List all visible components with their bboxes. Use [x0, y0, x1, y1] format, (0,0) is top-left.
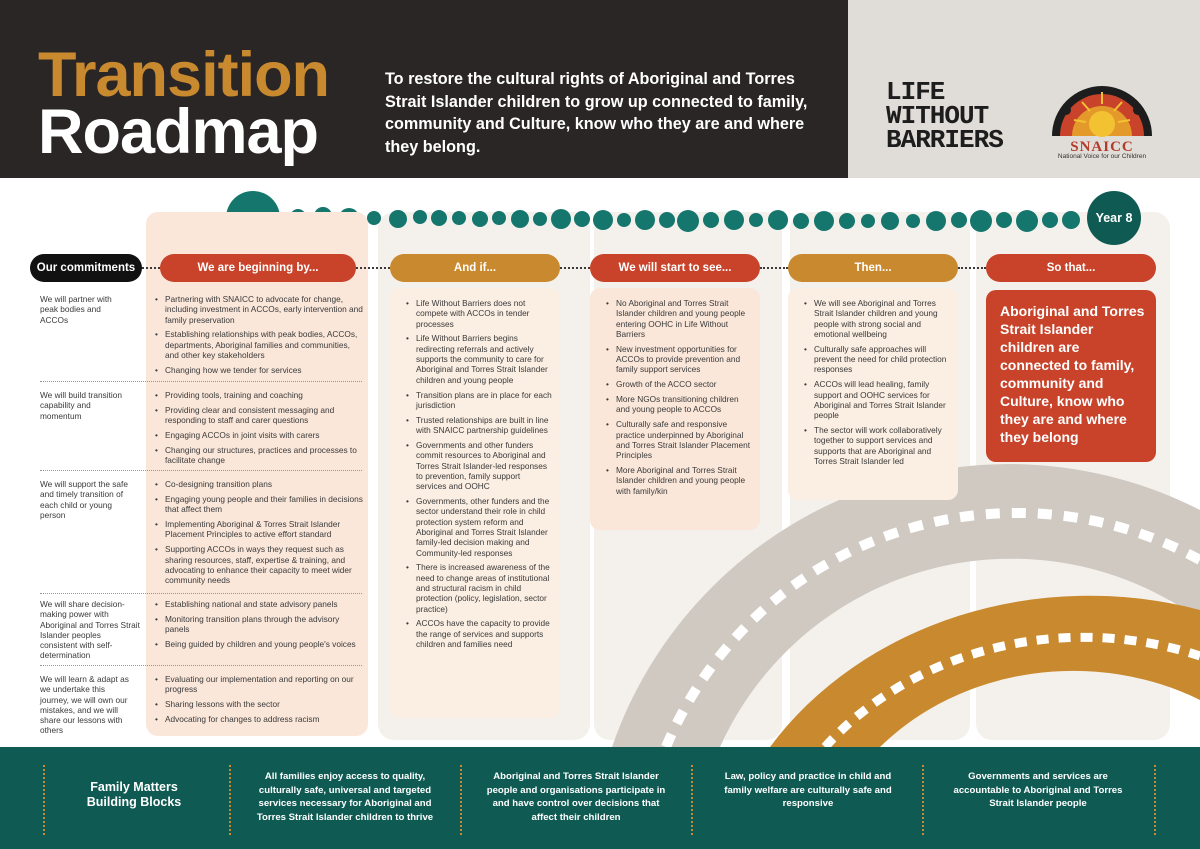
list-item: • Partnering with SNAICC to advocate for change, including investment in ACCOs, early intervention and family preservation	[155, 294, 365, 325]
sothat-header: So that...	[986, 254, 1156, 282]
beginning-column-panel	[146, 212, 368, 736]
list-item: • There is increased awareness of the need to change areas of institutional and structural racism in child protection (policy, legislation, sector practice)	[406, 562, 552, 613]
list-item: • Co-designing transition plans	[155, 479, 365, 489]
header-connector	[356, 267, 390, 269]
building-block-4: Governments and services are accountable to Aboriginal and Torres Strait Islander people	[953, 771, 1123, 809]
tagline: To restore the cultural rights of Aboriginal and Torres Strait Islander children to grow up connected to family, community and Culture, know who they are and where they belong.	[385, 70, 808, 156]
andif-list	[406, 298, 552, 649]
year-8-marker: Year 8	[1087, 191, 1141, 245]
header-connector	[760, 267, 788, 269]
life-without-barriers-logo	[886, 77, 1003, 155]
snaicc-subtitle: National Voice for our Children	[1057, 153, 1147, 160]
beginning-group-2	[155, 390, 365, 470]
list-item: • Changing our structures, practices and processes to facilitate change	[155, 445, 365, 466]
list-item: • Evaluating our implementation and reporting on our progress	[155, 674, 365, 695]
header-connector	[560, 267, 590, 269]
footer-divider	[43, 765, 45, 835]
building-block-3: Law, policy and practice in child and family welfare are culturally safe and responsive	[724, 771, 892, 809]
lwb-logo-line2: WITHOUT	[886, 101, 989, 131]
footer-divider	[229, 765, 231, 835]
snaicc-emblem-icon	[1046, 80, 1158, 140]
title-roadmap: Roadmap	[38, 97, 319, 167]
commitment-3: We will support the safe and timely transition of each child or young person	[40, 479, 128, 520]
list-item: • Advocating for changes to address racism	[155, 714, 365, 724]
list-item: • Trusted relationships are built in line with SNAICC partnership guidelines	[406, 415, 552, 436]
list-item: • ACCOs will lead healing, family support and OOHC services for Aboriginal and Torres Strait Islander people	[804, 379, 950, 420]
startsee-header: We will start to see...	[590, 254, 760, 282]
list-item: • Transition plans are in place for each jurisdiction	[406, 390, 552, 411]
startsee-list	[606, 298, 752, 496]
list-item: • New investment opportunities for ACCOs to provide prevention and family support services	[606, 344, 752, 375]
header-connector	[142, 267, 160, 269]
footer-divider	[922, 765, 924, 835]
footer-divider	[460, 765, 462, 835]
list-item: • Culturally safe and responsive practice underpinned by Aboriginal and Torres Strait Islander Placement Principles	[606, 419, 752, 460]
list-item: • Being guided by children and young people's voices	[155, 639, 365, 649]
list-item: • Changing how we tender for services	[155, 365, 365, 375]
list-item: • Monitoring transition plans through the advisory panels	[155, 614, 365, 635]
list-item: • ACCOs have the capacity to provide the range of services and supports children and families need	[406, 618, 552, 649]
commitment-5: We will learn & adapt as we undertake this journey, we will own our mistakes, and we will share our lessons with others	[40, 674, 129, 736]
list-item: • Sharing lessons with the sector	[155, 699, 365, 709]
beginning-group-5	[155, 674, 365, 729]
list-item: • Supporting ACCOs in ways they request such as sharing resources, staff, expertise & training, and advocating to enhance their capacity to meet wider community needs	[155, 544, 365, 585]
startsee-panel	[590, 288, 760, 530]
list-item: • Providing tools, training and coaching	[155, 390, 365, 400]
list-item: • Engaging ACCOs in joint visits with carers	[155, 430, 365, 440]
commitment-4: We will share decision-making power with Aboriginal and Torres Strait Islander peoples consistent with self-determination	[40, 599, 140, 661]
list-item: • Life Without Barriers begins redirecting referrals and actively supports the community to care for Aboriginal and Torres Strait Islander children and young people	[406, 333, 552, 384]
family-matters-title: Family Matters Building Blocks	[86, 780, 182, 809]
footer-divider	[691, 765, 693, 835]
beginning-group-4	[155, 599, 365, 654]
title-transition: Transition	[38, 40, 330, 110]
andif-header: And if...	[390, 254, 560, 282]
list-item: • Providing clear and consistent messaging and responding to staff and carer questions	[155, 405, 365, 426]
list-item: • Engaging young people and their families in decisions that affect them	[155, 494, 365, 515]
then-list	[804, 298, 950, 466]
lwb-logo-line1: LIFE	[886, 77, 945, 107]
list-item: • Culturally safe approaches will prevent the need for child protection responses	[804, 344, 950, 375]
list-item: • More NGOs transitioning children and young people to ACCOs	[606, 394, 752, 415]
list-item: • Governments and other funders commit resources to Aboriginal and Torres Strait Islander-led responses to prevention, family support services and OOHC	[406, 440, 552, 491]
beginning-group-3	[155, 479, 365, 590]
footer-divider	[1154, 765, 1156, 835]
lwb-logo-line3: BARRIERS	[886, 125, 1003, 155]
list-item: • Establishing national and state advisory panels	[155, 599, 365, 609]
our-commitments-label: Our commitments	[30, 254, 142, 282]
list-item: • We will see Aboriginal and Torres Strait Islander children and young people with strong social and emotional wellbeing	[804, 298, 950, 339]
commitment-1: We will partner with peak bodies and ACCOs	[40, 294, 112, 325]
sothat-outcome: Aboriginal and Torres Strait Islander children are connected to family, community and Culture, know who they are and where they belong	[986, 290, 1156, 462]
list-item: • Life Without Barriers does not compete with ACCOs in tender processes	[406, 298, 552, 329]
snaicc-wordmark: SNAICC	[1070, 139, 1134, 155]
row-divider	[40, 593, 362, 594]
list-item: • Implementing Aboriginal & Torres Strait Islander Placement Principles to active effort standard	[155, 519, 365, 540]
list-item: • The sector will work collaboratively together to support services and supports that are Aboriginal and Torres Strait Islander led	[804, 425, 950, 466]
header-connector	[958, 267, 986, 269]
timeline-dots	[284, 204, 1086, 234]
commitment-2: We will build transition capability and momentum	[40, 390, 122, 421]
then-header: Then...	[788, 254, 958, 282]
building-block-1: All families enjoy access to quality, culturally safe, universal and targeted services necessary for Aboriginal and Torres Strait Islander children to thrive	[256, 771, 434, 823]
list-item: • No Aboriginal and Torres Strait Islander children and young people entering OOHC in Life Without Barriers	[606, 298, 752, 339]
beginning-group-1	[155, 294, 365, 380]
list-item: • More Aboriginal and Torres Strait Islander children and young people with family/kin	[606, 465, 752, 496]
andif-panel	[390, 288, 560, 718]
then-panel	[788, 288, 958, 500]
row-divider	[40, 665, 362, 666]
beginning-header: We are beginning by...	[160, 254, 356, 282]
footer-building-blocks	[0, 747, 1200, 849]
list-item: • Governments, other funders and the sector understand their role in child protection system reform and Aboriginal and Torres Strait Islander family-led decision making and Community-led responses	[406, 496, 552, 558]
list-item: • Growth of the ACCO sector	[606, 379, 752, 389]
building-block-2: Aboriginal and Torres Strait Islander people and organisations participate in and have control over decisions that affect their children	[486, 771, 666, 823]
row-divider	[40, 381, 362, 382]
list-item: • Establishing relationships with peak bodies, ACCOs, departments, Aboriginal families and communities, and other key stakeholders	[155, 329, 365, 360]
